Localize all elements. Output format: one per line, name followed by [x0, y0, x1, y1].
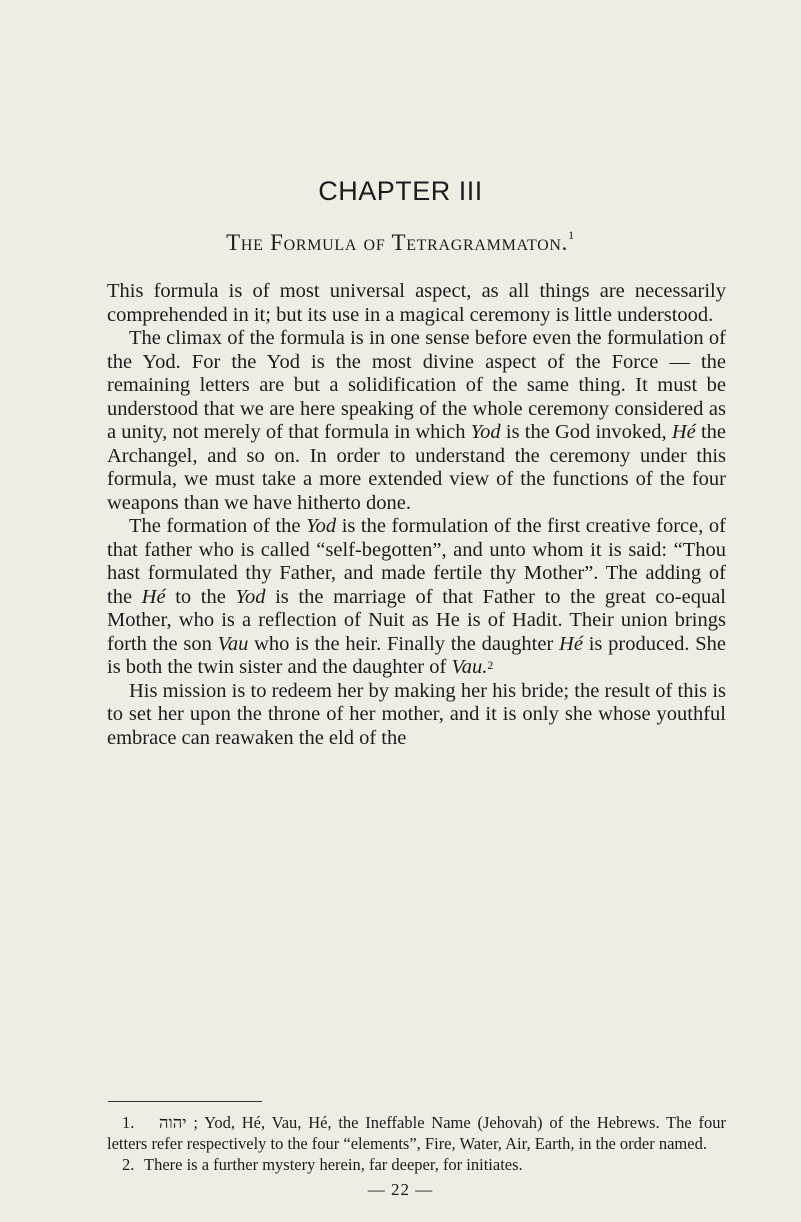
footnote-ref-2: 2: [487, 658, 494, 672]
hebrew-tetragrammaton: יהוה: [159, 1113, 187, 1132]
paragraph-3: [107, 515, 726, 680]
paragraph-2-text-a: The climax of the formula is in one sense before even the formulation of the Yod. For the Yod is the most divine aspect of the Force — the remaining letters are but a solidification of the same thing. It must be understood that we are here speaking of the whole ceremony considered as a unity, not merely of that formula in which: [107, 327, 726, 443]
paragraph-4: His mission is to redeem her by making her his bride; the result of this is to set her upon the throne of her mother, and it is only she whose youthful embrace can reawaken the eld of the: [107, 679, 726, 749]
paragraph-2: [107, 327, 726, 515]
footnote-text: ; Yod, Hé, Vau, Hé, the Ineffable Name (Jehovah) of the Hebrews. The four letters refer respectively to the four “elements”, Fire, Water, Air, Earth, in the order named.: [107, 1113, 727, 1153]
section-title: [0, 230, 801, 256]
italic-yod: Yod: [470, 421, 501, 443]
paragraph-3-text-d: is the marriage of that Father to the great co-equal Mother, who is a reflection of Nuit as He is of Hadit. Their union brings forth the son: [107, 585, 726, 655]
page-number: — 22 —: [367, 1180, 434, 1199]
paragraph-3-text-e: who is the heir. Finally the daughter: [248, 632, 560, 655]
paragraph-2-text-b: is the God invoked,: [500, 421, 672, 443]
chapter-heading: CHAPTER III: [318, 176, 483, 206]
footnote-1: [107, 1112, 726, 1154]
italic-yod: Yod: [235, 585, 266, 608]
footnote-number: 2.: [122, 1155, 135, 1174]
italic-yod: Yod: [306, 515, 337, 537]
paragraph-3-text-c: to the: [165, 585, 236, 608]
italic-he: Hé: [671, 421, 696, 443]
footnote-ref-1: 1: [568, 228, 575, 242]
italic-he: Hé: [559, 632, 583, 655]
footnote-2: [107, 1154, 726, 1175]
paragraph-1: This formula is of most universal aspect, as all things are necessarily comprehended in it; but its use in a magical ceremony is little understood.: [107, 280, 726, 326]
paragraph-3-text-a: The formation of the: [129, 515, 307, 537]
body-text: [107, 280, 726, 750]
paragraph-3-text-f: is produced. She is both the twin sister and the daughter of: [107, 632, 727, 678]
section-title-text: The Formula of Tetragrammaton.: [226, 230, 569, 255]
italic-vau: Vau: [217, 632, 249, 655]
footnotes: [107, 1112, 726, 1175]
paragraph-2-text-c: the Archangel, and so on. In order to understand the ceremony under this formula, we must take a more extended view of the functions of the four weapons than we have hitherto done.: [107, 421, 727, 514]
footnote-text: There is a further mystery herein, far deeper, for initiates.: [144, 1155, 523, 1174]
footnote-number: 1.: [122, 1113, 135, 1132]
footnote-divider: [108, 1101, 262, 1102]
paragraph-3-text-b: is the formulation of the first creative force, of that father who is called “self-begotten”, and unto whom it is said: “Thou hast formulated thy Father, and made fertile thy Mother”. The adding of the: [107, 515, 726, 608]
italic-vau: Vau.: [451, 656, 488, 678]
italic-he: Hé: [141, 585, 166, 608]
